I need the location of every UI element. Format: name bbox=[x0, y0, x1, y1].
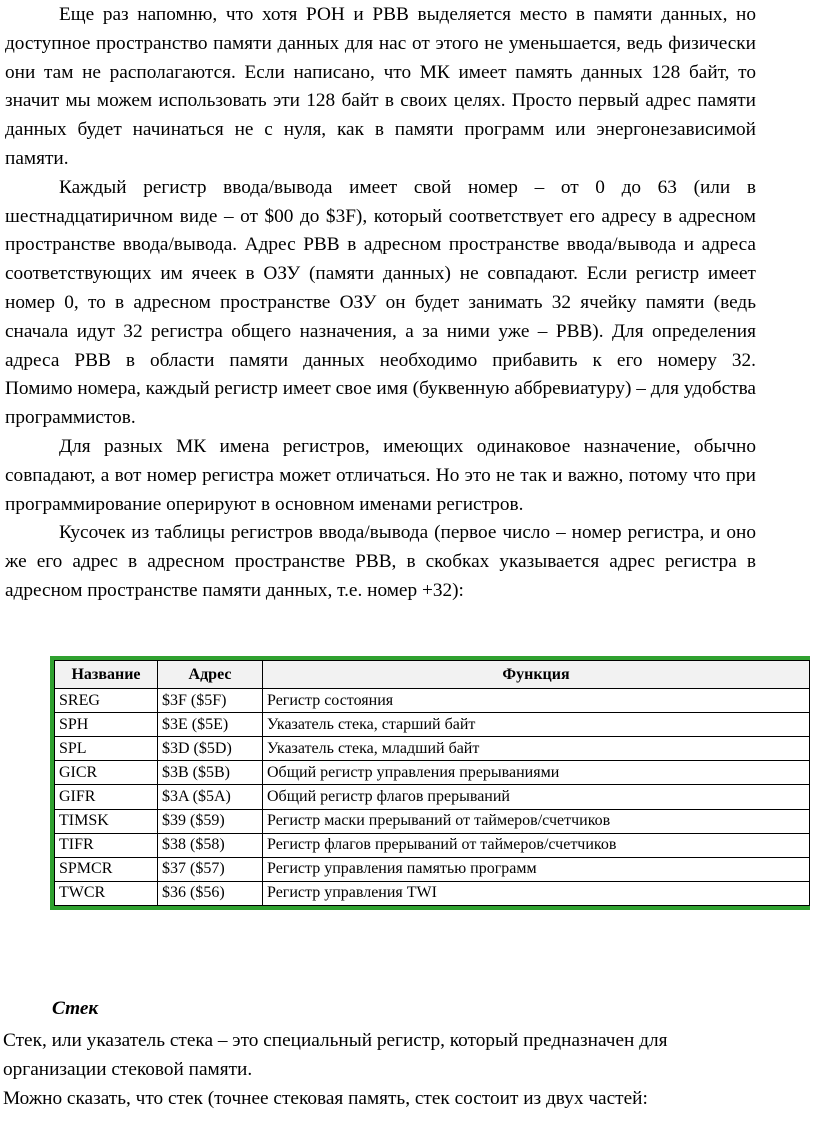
cell-address: $3E ($5E) bbox=[158, 713, 263, 737]
cell-name: TWCR bbox=[55, 881, 158, 905]
paragraph-table-intro: Кусочек из таблицы регистров ввода/вывода (первое число – номер регистра, и оно же его адрес в адресном пространстве РВВ, в скобках указывается адрес регистра в адресном пространстве памяти данных, т.е. номер +32): bbox=[5, 522, 756, 601]
cell-name: GIFR bbox=[55, 785, 158, 809]
cell-name: SPL bbox=[55, 737, 158, 761]
cell-name: GICR bbox=[55, 761, 158, 785]
header-name: Название bbox=[55, 661, 158, 689]
stack-line: Стек, или указатель стека – это специальный регистр, который предназначен для организации стековой памяти. bbox=[3, 1030, 668, 1080]
stack-body bbox=[3, 1027, 763, 1113]
register-table-frame bbox=[50, 656, 810, 910]
paragraph-register-names: Помимо номера, каждый регистр имеет свое имя (буквенную аббревиатуру) – для удобства программистов. bbox=[5, 378, 756, 429]
register-table bbox=[54, 660, 810, 906]
cell-address: $38 ($58) bbox=[158, 833, 263, 857]
paragraph-ron-rvv: Еще раз напомню, что хотя РОН и РВВ выделяется место в памяти данных, но доступное пространство памяти данных для нас от этого не уменьшается, ведь физически они там не располагаются. Если написано, что МК имеет память данных 128 байт, то значит мы можем использовать эти 128 байт в своих целях. Просто первый адрес памяти данных будет начинаться не с нуля, как в памяти программ или энергонезависимой памяти. bbox=[5, 4, 756, 169]
paragraph-mk-names: Для разных МК имена регистров, имеющих одинаковое назначение, обычно совпадают, а вот номер регистра может отличаться. Но это не так и важно, потому что при программирование оперируют в основном именами регистров. bbox=[5, 435, 756, 515]
table-row bbox=[55, 857, 810, 881]
table-row bbox=[55, 761, 810, 785]
cell-name: TIMSK bbox=[55, 809, 158, 833]
cell-function: Регистр управления TWI bbox=[263, 881, 810, 905]
table-row bbox=[55, 737, 810, 761]
cell-name: SPH bbox=[55, 713, 158, 737]
cell-address: $39 ($59) bbox=[158, 809, 263, 833]
cell-name: SREG bbox=[55, 689, 158, 713]
table-row bbox=[55, 785, 810, 809]
table-row bbox=[55, 713, 810, 737]
paragraph-register-numbers: Каждый регистр ввода/вывода имеет свой номер – от 0 до 63 (или в шестнадцатиричном виде – от $00 до $3F), который соответствует его адресу в адресном пространстве ввода/вывода. Адрес РВВ в адресном пространстве ввода/вывода и адреса соответствующих им ячеек в ОЗУ (памяти данных) не совпадают. Если регистр имеет номер 0, то в адресном пространстве ОЗУ он будет занимать 32 ячейку памяти (ведь сначала идут 32 регистра общего назначения, а за ними уже – РВВ). Для определения адреса РВВ в области памяти данных необходимо прибавить к его номеру 32. bbox=[5, 176, 756, 371]
cell-function: Регистр состояния bbox=[263, 689, 810, 713]
cell-function: Регистр маски прерываний от таймеров/счетчиков bbox=[263, 809, 810, 833]
table-row bbox=[55, 689, 810, 713]
cell-function: Регистр управления памятью программ bbox=[263, 857, 810, 881]
table-header-row bbox=[55, 661, 810, 689]
table-row bbox=[55, 809, 810, 833]
table-row bbox=[55, 881, 810, 905]
stack-line: Можно сказать, что стек (точнее стековая память, стек состоит из двух частей: bbox=[3, 1087, 648, 1109]
cell-address: $3D ($5D) bbox=[158, 737, 263, 761]
cell-function: Общий регистр флагов прерываний bbox=[263, 785, 810, 809]
header-function: Функция bbox=[263, 661, 810, 689]
cell-function: Указатель стека, младший байт bbox=[263, 737, 810, 761]
header-address: Адрес bbox=[158, 661, 263, 689]
cell-address: $3F ($5F) bbox=[158, 689, 263, 713]
cell-name: TIFR bbox=[55, 833, 158, 857]
cell-address: $3B ($5B) bbox=[158, 761, 263, 785]
body-text bbox=[5, 1, 756, 606]
cell-function: Общий регистр управления прерываниями bbox=[263, 761, 810, 785]
section-title-stack: Стек bbox=[52, 998, 99, 1019]
cell-name: SPMCR bbox=[55, 857, 158, 881]
cell-address: $3A ($5A) bbox=[158, 785, 263, 809]
cell-address: $36 ($56) bbox=[158, 881, 263, 905]
cell-address: $37 ($57) bbox=[158, 857, 263, 881]
cell-function: Указатель стека, старший байт bbox=[263, 713, 810, 737]
cell-function: Регистр флагов прерываний от таймеров/счетчиков bbox=[263, 833, 810, 857]
table-row bbox=[55, 833, 810, 857]
